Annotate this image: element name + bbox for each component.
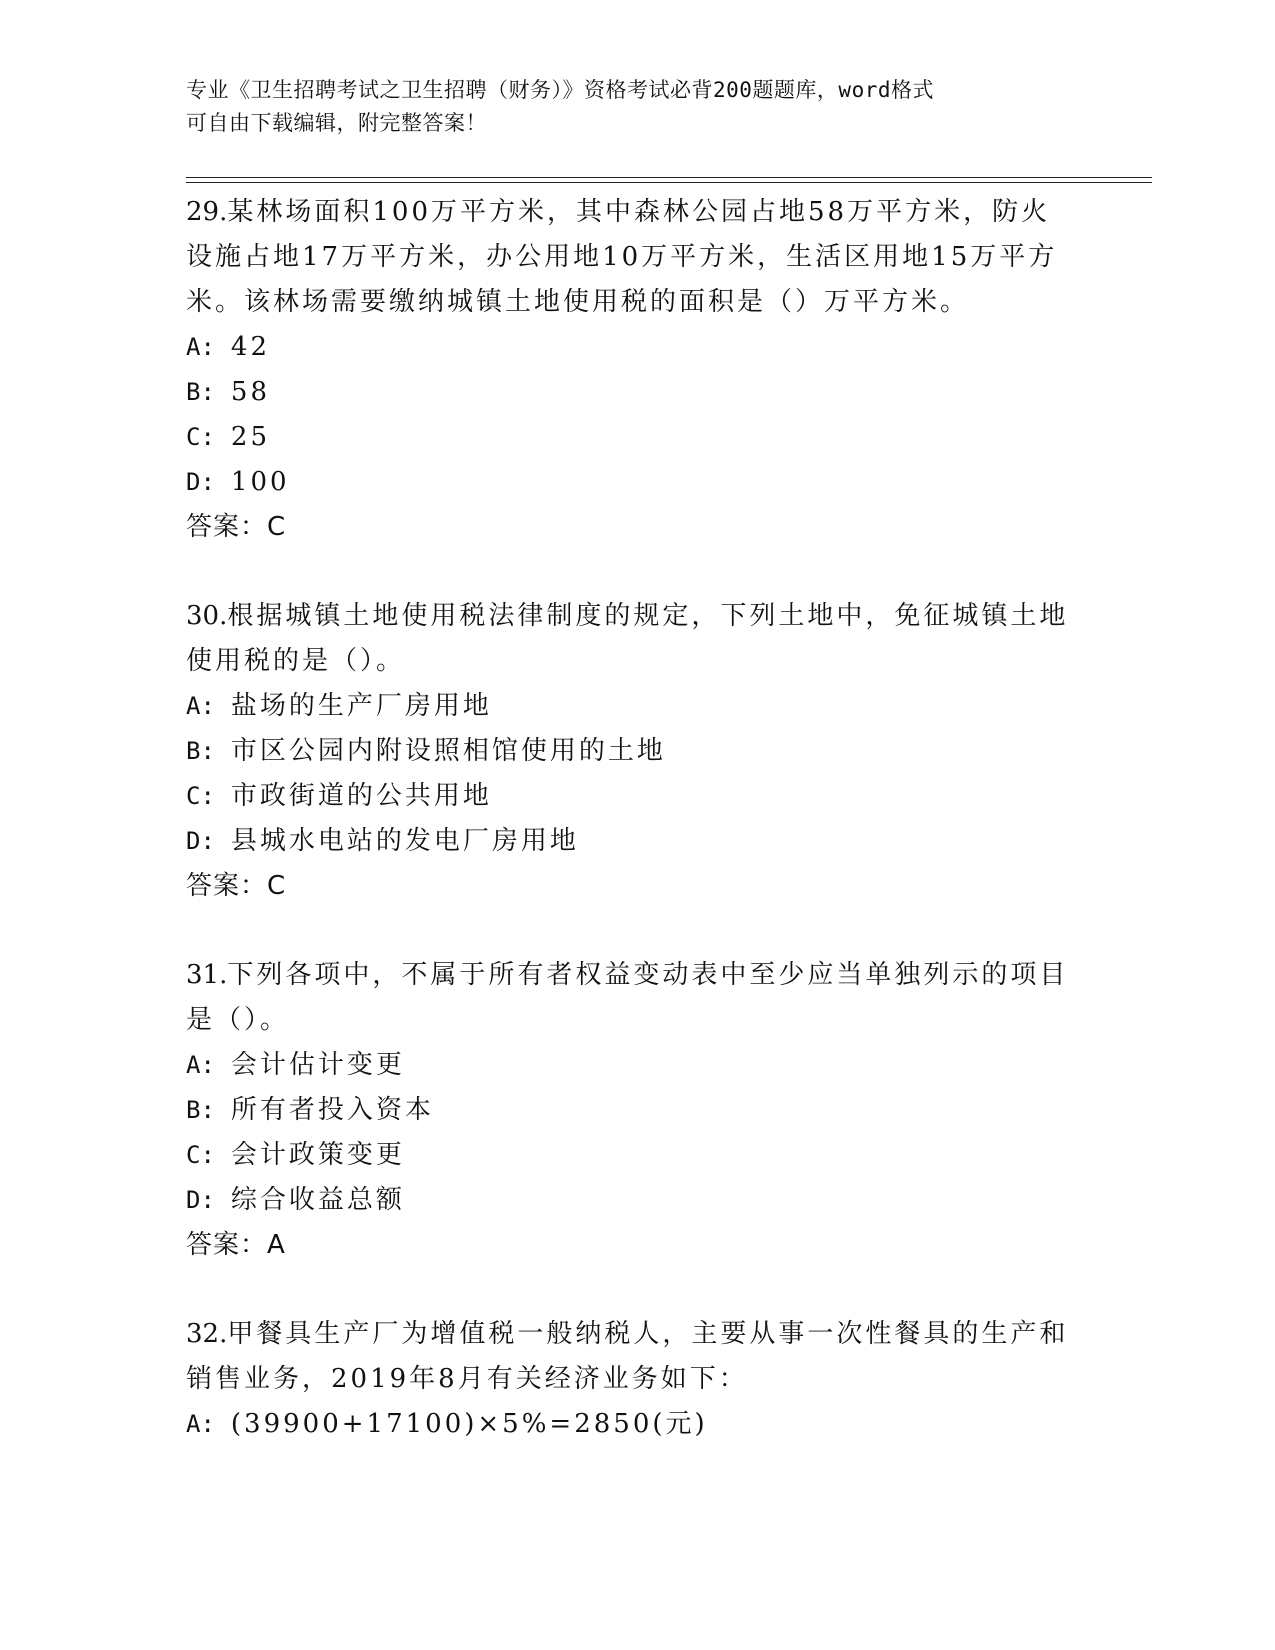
option-key: D:	[186, 468, 215, 496]
option-text: 25	[230, 422, 270, 452]
option-key: C:	[186, 782, 215, 810]
question-number: 30.	[186, 601, 228, 631]
option-key: D:	[186, 827, 215, 855]
question-stem-line: 销售业务，2019年8月有关经济业务如下：	[186, 1364, 748, 1394]
option-c	[186, 1133, 1086, 1178]
option-text: (39900+17100)×5%=2850(元)	[230, 1409, 708, 1439]
option-text: 县城水电站的发电厂房用地	[230, 826, 579, 856]
option-d	[186, 1178, 1086, 1223]
option-key: B:	[186, 737, 215, 765]
option-text: 会计估计变更	[230, 1050, 405, 1080]
header-line-2: 可自由下载编辑，附完整答案！	[186, 111, 487, 135]
option-d	[186, 460, 1086, 505]
question-31	[186, 953, 1086, 1268]
option-key: C:	[186, 423, 215, 451]
question-stem-line: 是（）。	[186, 1005, 290, 1035]
question-32	[186, 1312, 1086, 1447]
question-stem-line: 设施占地17万平方米，办公用地10万平方米，生活区用地15万平方	[186, 242, 1058, 272]
question-number: 31.	[186, 960, 228, 990]
option-a	[186, 1043, 1086, 1088]
option-text: 综合收益总额	[230, 1185, 405, 1215]
question-stem-line: 使用税的是（）。	[186, 646, 406, 676]
question-number: 29.	[186, 197, 228, 227]
option-d	[186, 819, 1086, 864]
answer-line: 答案：C	[186, 512, 287, 542]
question-list	[186, 190, 1086, 1491]
option-key: C:	[186, 1141, 215, 1169]
option-text: 会计政策变更	[230, 1140, 405, 1170]
option-text: 100	[230, 467, 290, 497]
option-text: 市政街道的公共用地	[230, 781, 492, 811]
question-stem-line: 30.根据城镇土地使用税法律制度的规定，下列土地中，免征城镇土地	[186, 601, 1069, 631]
option-c	[186, 774, 1086, 819]
option-text: 盐场的生产厂房用地	[230, 691, 492, 721]
option-a	[186, 1402, 1086, 1447]
option-b	[186, 729, 1086, 774]
option-key: D:	[186, 1186, 215, 1214]
option-key: A:	[186, 1410, 215, 1438]
question-30	[186, 594, 1086, 909]
document-header	[186, 74, 1066, 140]
answer-line: 答案：C	[186, 871, 287, 901]
option-a	[186, 325, 1086, 370]
question-number: 32.	[186, 1319, 228, 1349]
option-text: 58	[230, 377, 270, 407]
option-text: 42	[230, 332, 270, 362]
header-divider-top	[186, 177, 1152, 178]
option-a	[186, 684, 1086, 729]
question-29	[186, 190, 1086, 550]
header-line-1: 专业《卫生招聘考试之卫生招聘（财务）》资格考试必背200题题库，word格式	[186, 78, 934, 102]
option-key: A:	[186, 1051, 215, 1079]
question-stem-line: 31.下列各项中，不属于所有者权益变动表中至少应当单独列示的项目	[186, 960, 1069, 990]
question-stem-line: 米。该林场需要缴纳城镇土地使用税的面积是（）万平方米。	[186, 287, 970, 317]
option-text: 所有者投入资本	[230, 1095, 434, 1125]
question-stem-line: 32.甲餐具生产厂为增值税一般纳税人，主要从事一次性餐具的生产和	[186, 1319, 1069, 1349]
option-c	[186, 415, 1086, 460]
option-key: B:	[186, 1096, 215, 1124]
option-key: A:	[186, 692, 215, 720]
answer-line: 答案：A	[186, 1230, 286, 1260]
question-stem-line: 29.某林场面积100万平方米，其中森林公园占地58万平方米，防火	[186, 197, 1051, 227]
option-key: A:	[186, 333, 215, 361]
option-b	[186, 370, 1086, 415]
option-key: B:	[186, 378, 215, 406]
header-divider-bottom	[186, 182, 1152, 183]
option-b	[186, 1088, 1086, 1133]
option-text: 市区公园内附设照相馆使用的土地	[230, 736, 666, 766]
